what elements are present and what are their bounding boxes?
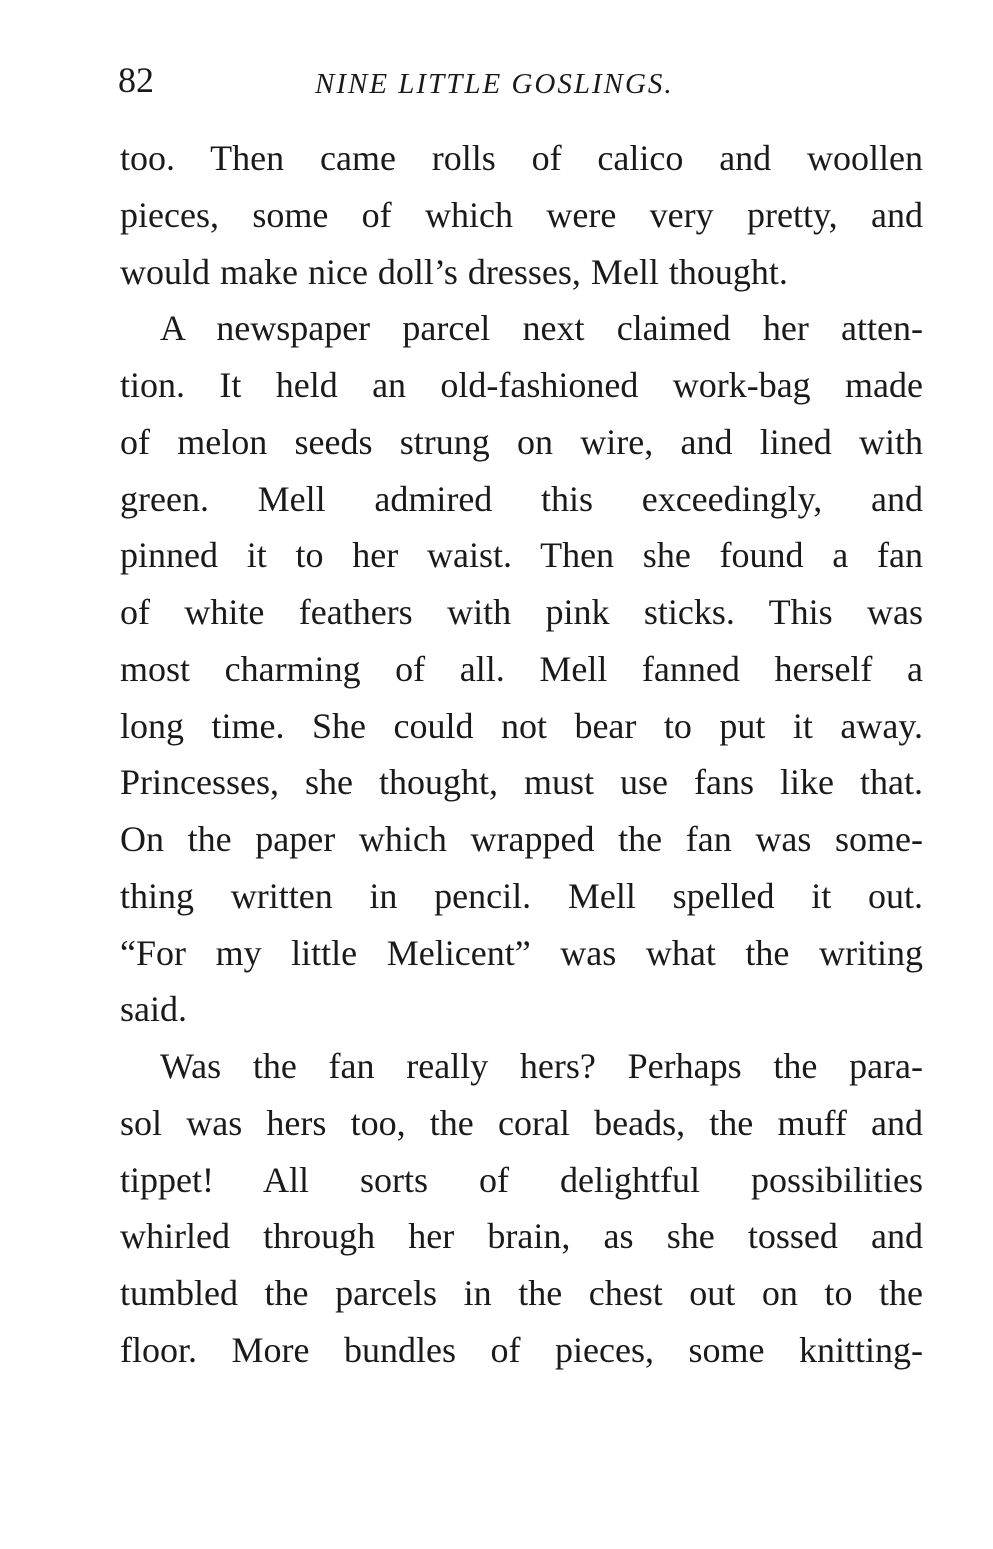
text-line: On the paper which wrapped the fan was some- (120, 819, 923, 859)
text-line: of white feathers with pink sticks. This was (120, 592, 923, 632)
page-number: 82 (118, 60, 154, 100)
text-line: most charming of all. Mell fanned herself a (120, 648, 923, 689)
text-line: tion. It held an old-fashioned work-bag made (120, 365, 923, 405)
text-line: tippet! All sorts of delightful possibilities (120, 1159, 923, 1200)
text-line: thing written in pencil. Mell spelled it out. (120, 875, 923, 916)
text-line: said. (120, 989, 187, 1030)
text-line: pinned it to her waist. Then she found a fan (120, 535, 923, 576)
text-line: long time. She could not bear to put it away. (120, 705, 923, 746)
text-line: pieces, some of which were very pretty, and (120, 194, 923, 235)
text-line: too. Then came rolls of calico and woollen (120, 138, 923, 178)
text-line: whirled through her brain, as she tossed and (120, 1216, 923, 1257)
text-line: A newspaper parcel next claimed her atten- (160, 308, 923, 349)
text-line: tumbled the parcels in the chest out on to the (120, 1273, 923, 1313)
body-text (120, 130, 923, 1379)
page-header (118, 52, 923, 112)
text-line: would make nice doll’s dresses, Mell thought. (120, 251, 788, 292)
text-line: Was the fan really hers? Perhaps the para- (160, 1046, 923, 1086)
running-title: NINE LITTLE GOSLINGS. (315, 68, 674, 100)
text-line: “For my little Melicent” was what the writing (120, 932, 923, 973)
text-line: Princesses, she thought, must use fans like that. (120, 762, 923, 803)
text-line: green. Mell admired this exceedingly, and (120, 478, 923, 519)
text-line: floor. More bundles of pieces, some knitting- (120, 1329, 923, 1370)
text-line: of melon seeds strung on wire, and lined with (120, 421, 923, 462)
text-line: sol was hers too, the coral beads, the muff and (120, 1102, 923, 1143)
